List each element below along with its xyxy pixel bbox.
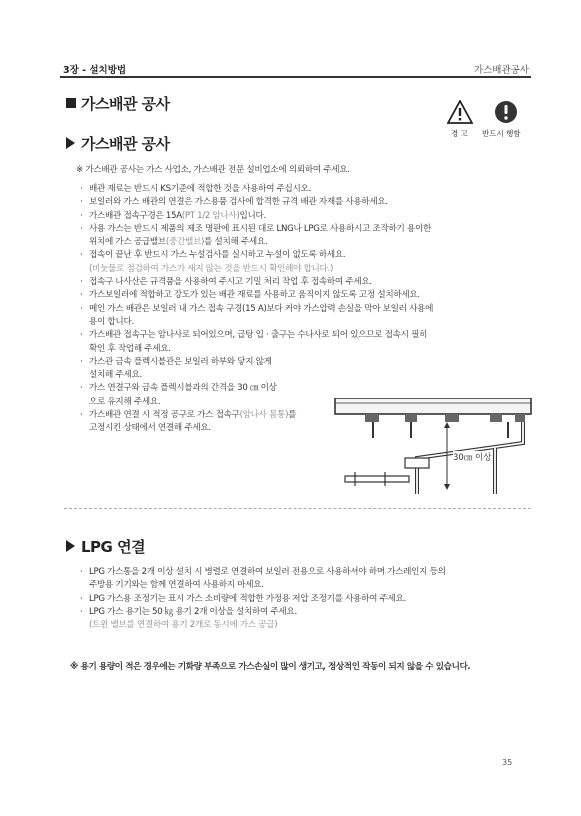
list-item: · 배관 재료는 반드시 KS기준에 적합한 것을 사용하여 주십시오. — [80, 183, 433, 196]
list-item: · 가스배관 접속구는 암나사로 되어있으며, 급탕 입 · 출구는 수나사로 되어 있으므로 접속시 필히 확인 후 작업해 주세요. — [80, 329, 433, 356]
list-item: · 접속구 나사산은 규격품을 사용하여 주시고 기밀 처리 작업 후 접속하여 주세요. — [80, 276, 433, 289]
lpg-title: LPG 연결 — [66, 536, 145, 557]
list-item: · 접속이 끝난 후 반드시 가스 누설검사를 실시하고 누설이 없도록 하세요. (비눗물로 점검하여 가스가 새지 않는 것을 반드시 확인해야 합니다.) — [80, 249, 433, 276]
list-item: · 가스배관 접속구경은 15A(PT 1/2 암나사)입니다. — [80, 210, 433, 223]
triangle-bullet-icon — [66, 540, 75, 552]
list-item: · 가스보일러에 적합하고 강도가 있는 배관 재료를 사용하고 움직이지 않도록 고정 설치하세요. — [80, 289, 433, 302]
list-item: · LPG 가스 용기는 50 ㎏ 용기 2개 이상을 설치하여 주세요. (트윈 밸브를 연결하여 용기 2개로 동시에 가스 공급) — [80, 606, 446, 633]
pipe-clearance-diagram — [325, 398, 535, 498]
subsection-title: 가스배관 공사 — [66, 133, 170, 154]
list-item: · 가스관 금속 플렉시블관은 보일러 하부와 닿지 않게 설치해 주세요. — [80, 356, 433, 383]
square-bullet-icon — [66, 98, 76, 108]
caution-icons — [444, 100, 534, 140]
section-divider — [64, 508, 531, 509]
bottom-note: ※ 용기 용량이 적은 경우에는 기화량 부족으로 가스손실이 많이 생기고, 정상적인 작동이 되지 않을 수 있습니다. — [70, 662, 471, 672]
list-item: · 사용 가스는 반드시 제품의 제조 명판에 표시된 대로 LNG나 LPG로 사용하시고 조작하기 용이한 위치에 가스 공급밸브(중간밸브)를 설치해 주세요. — [80, 223, 433, 250]
warning-triangle-icon — [447, 100, 473, 124]
list-item: · 가스 연결구와 금속 플렉시블과의 간격을 30 ㎝ 이상 으로 유지해 주세요. — [80, 382, 433, 409]
list-item: · 가스배관 연결 시 적정 공구로 가스 접속구(암나사 몸통)를 고정시킨 상태에서 연결해 주세요. — [80, 409, 433, 436]
page-number: 35 — [502, 758, 513, 767]
chapter-label: 3장 - 설치방법 — [63, 65, 127, 76]
section-label: 가스배관공사 — [473, 65, 529, 76]
clearance-label: 30㎝ 이상 — [453, 453, 492, 463]
header-divider — [60, 76, 531, 78]
mandatory-icon — [494, 100, 518, 124]
list-item: · 메인 가스 배관은 보일러 내 가스 접속 구경(15 A)보다 커야 가스압력 손실을 막아 보일러 사용에 용이 합니다. — [80, 303, 433, 330]
list-item: · LPG 가스통을 2개 이상 설치 시 병렬로 연결하여 보일러 전용으로 사용하셔야 하며 가스레인지 등의 주방용 기기와는 함께 연결하여 사용하지 마세요. — [80, 566, 446, 593]
mandatory-label: 반드시 행함 — [482, 129, 521, 138]
list-item: · LPG 가스용 조정기는 표시 가스 소비량에 적합한 가정용 저압 조정기를 사용하여 주세요. — [80, 593, 446, 606]
section-title: 가스배관 공사 — [66, 93, 170, 114]
lpg-item-list — [80, 566, 446, 632]
list-item: · 보일러와 가스 배관의 연결은 가스용품 검사에 합격한 규격 배관 자재를 사용하세요. — [80, 196, 433, 209]
gas-note: ※ 가스배관 공사는 가스 사업소, 가스배관 전문 설비업소에 의뢰하여 주세요. — [76, 165, 350, 175]
triangle-bullet-icon — [66, 137, 75, 149]
warning-label: 경 고 — [451, 129, 468, 138]
